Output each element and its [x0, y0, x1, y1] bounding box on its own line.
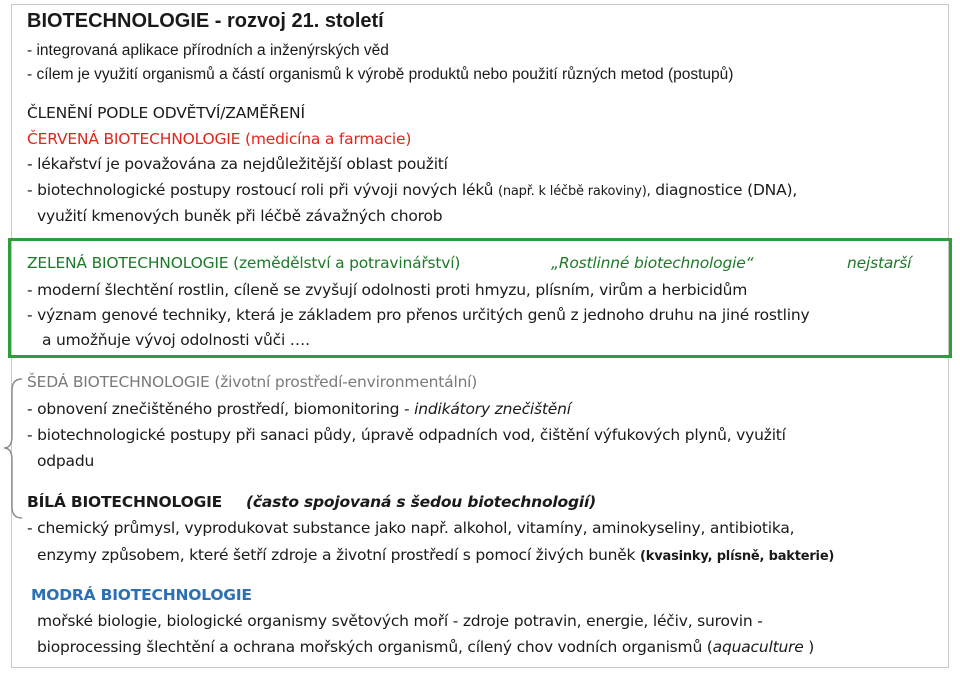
- green-line-2: - význam genové techniky, která je základem pro přenos určitých genů z jednoho druhu na jiné rostliny: [27, 306, 810, 324]
- white-heading: BÍLÁ BIOTECHNOLOGIE: [27, 493, 223, 511]
- page-title: BIOTECHNOLOGIE - rozvoj 21. století: [27, 10, 384, 32]
- blue-line-1: mořské biologie, biologické organismy světových moří - zdroje potravin, energie, léčiv, surovin -: [37, 612, 763, 630]
- blue-line-2-aquaculture: aquaculture: [712, 638, 804, 656]
- blue-heading: MODRÁ BIOTECHNOLOGIE: [31, 586, 252, 604]
- red-line-1: - lékařství je považována za nejdůležitější oblast použití: [27, 155, 448, 173]
- gray-line-3: odpadu: [37, 452, 95, 470]
- red-line-2-main: - biotechnologické postupy rostoucí roli při vývoji nových léků: [27, 181, 498, 199]
- section-heading: ČLENĚNÍ PODLE ODVĚTVÍ/ZAMĚŘENÍ: [27, 104, 305, 122]
- blue-line-2-end: ): [803, 638, 815, 656]
- white-line-2: [37, 546, 834, 564]
- green-heading: ZELENÁ BIOTECHNOLOGIE (zemědělství a potravinářství): [27, 254, 461, 272]
- red-line-2: [27, 181, 797, 199]
- gray-line-1-main: - obnovení znečištěného prostředí, biomonitoring -: [27, 400, 415, 418]
- blue-line-2-main: bioprocessing šlechtění a ochrana mořských organismů, cílený chov vodních organismů (: [37, 638, 713, 656]
- white-line-2-main: enzymy způsobem, které šetří zdroje a životní prostředí s pomocí živých buněk: [37, 546, 641, 564]
- white-heading-note: (často spojovaná s šedou biotechnologií): [246, 493, 596, 511]
- red-heading: ČERVENÁ BIOTECHNOLOGIE (medicína a farmacie): [27, 130, 412, 148]
- red-line-2-note: (např. k léčbě rakoviny),: [498, 184, 651, 199]
- blue-line-2: [37, 638, 814, 656]
- gray-line-1-indicator: indikátory znečištění: [414, 400, 571, 418]
- green-line-1: - moderní šlechtění rostlin, cíleně se zvyšují odolnosti proti hmyzu, plísním, virům a herbicidům: [27, 281, 748, 299]
- green-heading-tag: nejstarší: [847, 254, 912, 272]
- white-line-1: - chemický průmysl, vyprodukovat substance jako např. alkohol, vitamíny, aminokyseliny, antibiotika,: [27, 519, 795, 537]
- red-line-2-end: diagnostice (DNA),: [650, 181, 798, 199]
- gray-line-1: [27, 400, 571, 418]
- intro-line-2: - cílem je využití organismů a částí organismů k výrobě produktů nebo použití různých metod (postupů): [27, 66, 734, 83]
- red-line-3: využití kmenových buněk při léčbě závažných chorob: [37, 207, 443, 225]
- intro-line-1: - integrovaná aplikace přírodních a inženýrských věd: [27, 42, 389, 59]
- white-line-2-examples: (kvasinky, plísně, bakterie): [640, 549, 835, 564]
- gray-line-2: - biotechnologické postupy při sanaci půdy, úpravě odpadních vod, čištění výfukových plynů, využití: [27, 426, 786, 444]
- gray-heading: ŠEDÁ BIOTECHNOLOGIE (životní prostředí-environmentální): [27, 373, 478, 391]
- green-line-3: a umožňuje vývoj odolnosti vůči ….: [42, 331, 310, 349]
- green-heading-quote: „Rostlinné biotechnologie“: [551, 254, 754, 272]
- bracket-connector: [3, 376, 25, 522]
